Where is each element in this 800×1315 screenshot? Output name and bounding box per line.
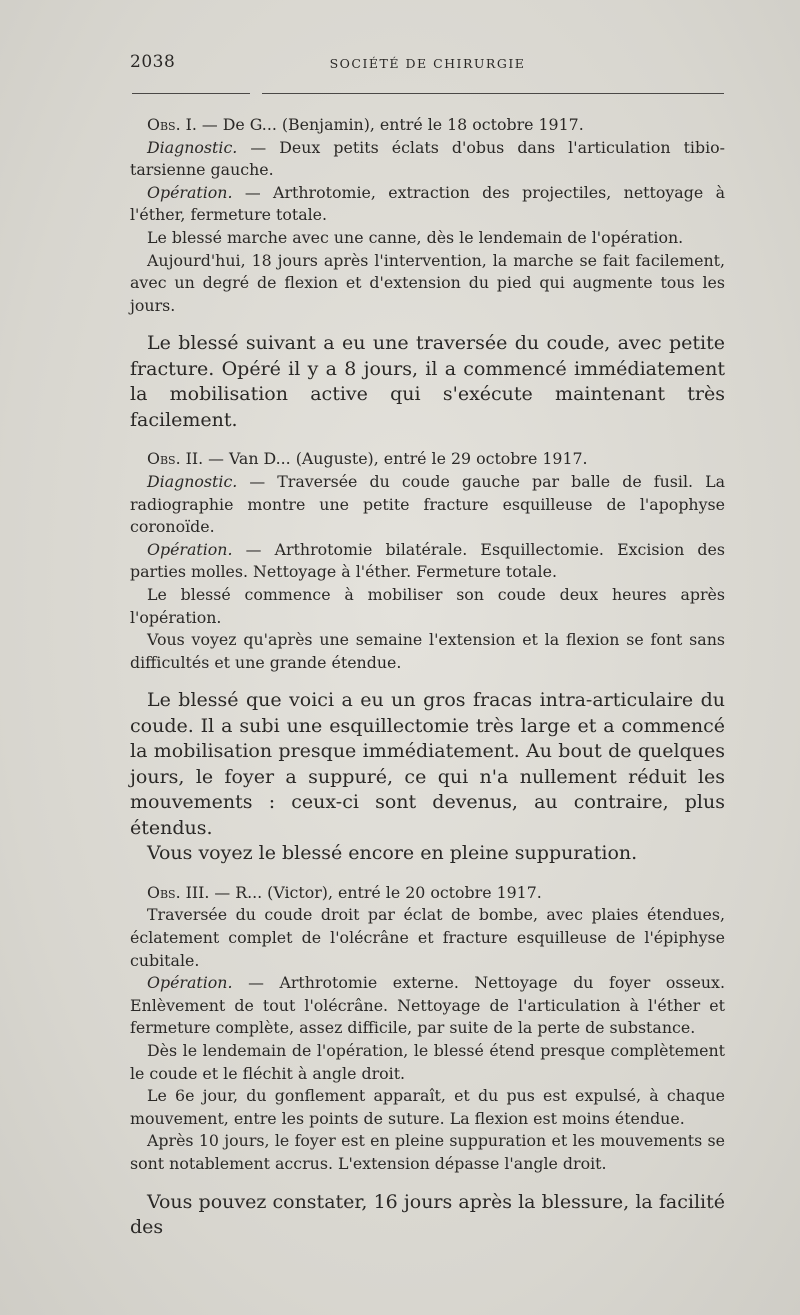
obs2-diagnostic: [130, 471, 725, 539]
obs2-operation-label: Opération.: [147, 539, 233, 559]
obs1-operation-label: Opération.: [147, 182, 233, 202]
running-head: SOCIÉTÉ DE CHIRURGIE: [329, 56, 526, 71]
text-paragraph: Le blessé suivant a eu une traversée du coude, avec petite fracture. Opéré il y a 8 jours, il a commencé immédiatement la mobilisation active qui s'exécute maintenant très facilement.: [130, 332, 725, 431]
obs2-heading-text: II. — Van D... (Auguste), entré le 29 octobre 1917.: [180, 449, 588, 469]
obs2-operation-text: — Arthrotomie bilatérale. Esquillectomie. Excision des parties molles. Nettoyage à l'éther. Fermeture totale.: [130, 539, 725, 582]
header-rule-left: [132, 93, 250, 94]
header-rule-right: [262, 93, 724, 94]
page-body: [130, 114, 725, 1241]
obs2-diagnostic-label: Diagnostic.: [147, 471, 238, 491]
obs3-paragraph: Traversée du coude droit par éclat de bombe, avec plaies étendues, éclatement complet de l'olécrâne et fracture esquilleuse de l'épiphyse cubitale.: [130, 905, 725, 970]
obs2-diagnostic-text: — Traversée du coude gauche par balle de fusil. La radiographie montre une petite fracture esquilleuse de l'apophyse coronoïde.: [130, 471, 725, 537]
obs3-paragraph: Dès le lendemain de l'opération, le blessé étend presque complètement le coude et le fléchit à angle droit.: [130, 1040, 725, 1083]
obs1-diagnostic: [130, 137, 725, 182]
obs1-heading-text: I. — De G... (Benjamin), entré le 18 octobre 1917.: [180, 115, 584, 134]
obs3-paragraph: Après 10 jours, le foyer est en pleine suppuration et les mouvements se sont notablement accrus. L'extension dépasse l'angle droit.: [130, 1131, 725, 1173]
obs1-paragraph: Le blessé marche avec une canne, dès le lendemain de l'opération.: [147, 227, 684, 247]
obs2-paragraph: Vous voyez qu'après une semaine l'extension et la flexion se font sans difficultés et une grande étendue.: [130, 630, 725, 672]
obs1-paragraph: Aujourd'hui, 18 jours après l'intervention, la marche se fait facilement, avec un degré de flexion et d'extension du pied qui augmente tous les jours.: [130, 250, 725, 315]
obs2-operation: [130, 539, 725, 584]
text-paragraph: Le blessé que voici a eu un gros fracas intra-articulaire du coude. Il a subi une esquillectomie très large et a commencé la mobilisation presque immédiatement. Au bout de quelques jours, le foyer a suppuré, ce qui n'a nullement réduit les mouvements : ceux-ci sont devenus, au contraire, plus étendus.: [130, 689, 725, 839]
obs1-abbr: Obs.: [147, 115, 181, 134]
obs1-diagnostic-label: Diagnostic.: [147, 137, 238, 157]
text-paragraph: Vous voyez le blessé encore en pleine suppuration.: [147, 842, 638, 865]
obs3-heading-text: III. — R... (Victor), entré le 20 octobre 1917.: [180, 882, 542, 902]
obs3-abbr: Obs.: [147, 882, 181, 902]
obs3-paragraph: Le 6e jour, du gonflement apparaît, et du pus est expulsé, à chaque mouvement, entre les points de suture. La flexion est moins étendue.: [130, 1086, 725, 1128]
obs3-operation-label: Opération.: [147, 973, 233, 993]
obs3-operation-text: — Arthrotomie externe. Nettoyage du foyer osseux. Enlèvement de tout l'olécrâne. Nettoyage de l'articulation à l'éther et fermeture complète, assez difficile, par suite de la perte de substance.: [130, 973, 725, 1038]
obs1-heading: [130, 114, 725, 137]
page-number: 2038: [130, 52, 176, 72]
obs1-operation-text: — Arthrotomie, extraction des projectiles, nettoyage à l'éther, fermeture totale.: [130, 182, 725, 225]
obs2-heading: [130, 448, 725, 471]
obs2-abbr: Obs.: [147, 449, 181, 469]
obs1-operation: [130, 182, 725, 227]
text-paragraph: Vous pouvez constater, 16 jours après la blessure, la facilité des: [130, 1190, 725, 1238]
obs3-operation: [130, 972, 725, 1040]
page-header: [130, 52, 725, 82]
obs2-paragraph: Le blessé commence à mobiliser son coude deux heures après l'opération.: [130, 584, 725, 627]
obs3-heading: [130, 882, 725, 905]
obs1-diagnostic-text: — Deux petits éclats d'obus dans l'articulation tibio-tarsienne gauche.: [130, 137, 725, 180]
